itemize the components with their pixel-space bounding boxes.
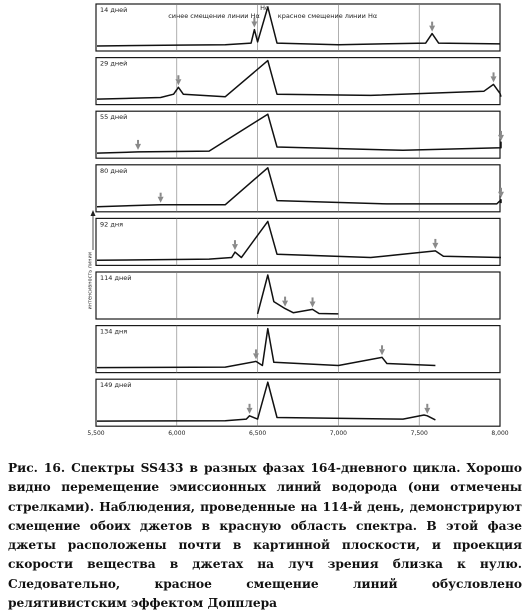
panel-label: 149 дней — [100, 381, 132, 390]
spectrum-panel — [96, 111, 504, 158]
shift-arrow-shaft — [500, 131, 502, 135]
red-shift-label: красное смещение линии Hα — [277, 12, 378, 20]
caption-label: Рис. 16. — [8, 461, 66, 475]
shift-arrow-shaft — [434, 239, 436, 243]
shift-arrow-shaft — [381, 345, 383, 349]
shift-arrow-shaft — [255, 349, 257, 353]
shift-arrow-shaft — [234, 240, 236, 244]
x-axis-ticks — [87, 430, 508, 437]
panel-label: 92 дня — [100, 220, 123, 229]
panel-label: 55 дней — [100, 113, 128, 122]
shift-arrow-shaft — [160, 193, 162, 197]
spectrum-panel — [96, 379, 500, 426]
blue-shift-label: синее смещение линии Hα — [168, 12, 260, 20]
shift-arrow-shaft — [249, 404, 251, 408]
panel-label: 114 дней — [100, 274, 132, 282]
panel-frame — [96, 379, 500, 426]
x-tick-label: 5,500 — [87, 430, 105, 438]
panel-label: 80 дней — [100, 166, 128, 175]
spectrum-panel — [96, 326, 500, 373]
shift-arrow-shaft — [137, 140, 139, 144]
y-axis-label: интенсивность линии — [87, 252, 94, 310]
spectrum-panel — [96, 4, 500, 51]
spectrum-panel — [96, 272, 500, 319]
x-tick-label: 7,000 — [329, 430, 347, 438]
shift-arrow-shaft — [426, 404, 428, 408]
caption-text: Спектры SS433 в разных фазах 164-дневного цикла. Хорошо видно перемещение эмиссионных линий водорода (они отмечены стрелками). Наблюдения, проведенные на 114-й день, демонстрируют смещение обоих джетов в красную область спектра. В этой фазе джеты расположены почти в картинной плоскости, и проекция скорости вещества в джетах на луч зрения близка к нулю. Следовательно, красное смещение линий обусловлено релятивистским эффектом Допплера — [8, 461, 522, 611]
shift-arrow-shaft — [431, 22, 433, 26]
halpha-label: Hα — [260, 4, 270, 12]
spectrum-panel — [96, 218, 501, 265]
panel-label: 29 дней — [100, 59, 128, 68]
shift-arrow-shaft — [493, 72, 495, 76]
spectrum-panel — [96, 165, 504, 212]
y-axis-label-group — [88, 210, 96, 309]
x-tick-label: 7,500 — [410, 430, 428, 438]
x-tick-label: 6,000 — [168, 430, 186, 438]
spectra-panels — [96, 4, 504, 426]
spectrum-panel — [96, 58, 501, 105]
shift-arrow-shaft — [312, 297, 314, 301]
panel-frame — [96, 218, 500, 265]
panel-frame — [96, 326, 500, 373]
x-tick-label: 8,000 — [491, 430, 509, 438]
shift-arrow-shaft — [500, 188, 502, 192]
panel-label: 134 дня — [100, 327, 128, 336]
figure-caption — [8, 459, 522, 613]
shift-arrow-shaft — [177, 75, 179, 79]
shift-arrow-shaft — [284, 297, 286, 301]
panel-label: 14 дней — [100, 6, 128, 14]
y-axis-arrowhead — [91, 210, 96, 216]
x-tick-label: 6,500 — [249, 430, 267, 438]
